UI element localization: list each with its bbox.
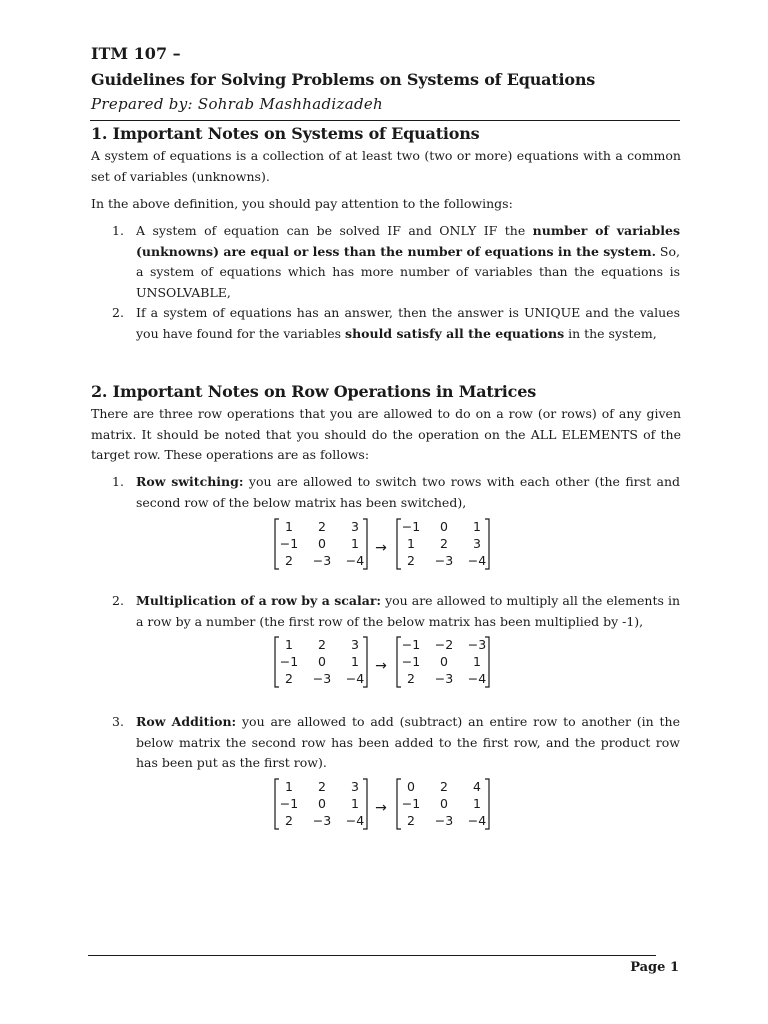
- list-text: [136, 591, 680, 632]
- matrix-cell: 1: [285, 779, 293, 794]
- matrix-cell: −4: [345, 813, 365, 828]
- matrix-cell: −1: [279, 796, 299, 811]
- author-line: Prepared by: Sohrab Mashhadizadeh: [91, 95, 383, 113]
- matrix-svg: [273, 518, 503, 570]
- matrix-cell: −1: [279, 536, 299, 551]
- section-1-intro: A system of equations is a collection of at least two (two or more) equations with a common set of variables (unknowns).: [91, 148, 681, 184]
- matrix-cell: 0: [440, 796, 448, 811]
- matrix-cell: 0: [318, 654, 326, 669]
- matrix-cell: −1: [401, 637, 421, 652]
- left-bracket: [397, 519, 401, 569]
- matrix-cell: 0: [318, 536, 326, 551]
- left-bracket: [275, 519, 279, 569]
- list-text: [136, 303, 680, 344]
- matrix-cell: 1: [285, 519, 293, 534]
- section-2-intro: There are three row operations that you are allowed to do on a row (or rows) of any given matrix. It should be noted that you should do the operation on the ALL ELEMENTS of the target row. These operations are as follows:: [91, 406, 681, 462]
- matrix-cell: 3: [351, 779, 359, 794]
- text-run: A system of equation can be solved IF and ONLY IF the: [136, 223, 533, 238]
- list-item: [112, 303, 680, 344]
- matrix-right: [397, 779, 489, 829]
- matrix-cell: 2: [407, 553, 415, 568]
- text-run: If a system of equations has an answer, then the answer is UNIQUE and the values you have found for the variables: [136, 305, 680, 341]
- matrix-cell: 3: [473, 536, 481, 551]
- matrix-cell: 1: [473, 654, 481, 669]
- matrix-cell: −4: [467, 553, 487, 568]
- matrix-cell: −3: [434, 553, 454, 568]
- bold-text-run: Row Addition:: [136, 714, 237, 729]
- matrix-cell: 2: [407, 671, 415, 686]
- matrix-left: [275, 519, 367, 569]
- document-title: Guidelines for Solving Problems on Systems of Equations: [91, 70, 596, 89]
- matrix-cell: 1: [407, 536, 415, 551]
- matrix-cell: 3: [351, 637, 359, 652]
- list-number: 1.: [112, 474, 124, 489]
- footer-rule: [88, 955, 656, 956]
- matrix-cell: −4: [345, 671, 365, 686]
- matrix-cell: 1: [351, 654, 359, 669]
- matrix-cell: 2: [318, 519, 326, 534]
- section-1-lead: In the above definition, you should pay attention to the followings:: [91, 196, 513, 211]
- matrix-cell: −3: [434, 813, 454, 828]
- header-rule: [90, 120, 680, 121]
- matrix-cell: 0: [407, 779, 415, 794]
- matrix-cell: 0: [440, 654, 448, 669]
- matrix-cell: −4: [467, 813, 487, 828]
- bold-text-run: Multiplication of a row by a scalar:: [136, 593, 382, 608]
- matrix-svg: [273, 778, 503, 830]
- section-1-heading: 1. Important Notes on Systems of Equations: [91, 124, 480, 143]
- matrix-cell: 1: [473, 519, 481, 534]
- matrix-cell: 0: [318, 796, 326, 811]
- course-code: ITM 107 –: [91, 44, 181, 63]
- matrix-cell: 2: [407, 813, 415, 828]
- matrix-cell: 2: [318, 779, 326, 794]
- matrix-cell: −1: [401, 796, 421, 811]
- matrix-equation: [273, 636, 503, 688]
- text-run: you are allowed to add (subtract) an entire row to another (in the below matrix the second row has been added to the first row, and the product row has been put as the first row).: [136, 714, 680, 770]
- text-run: you are allowed to multiply all the elements in a row by a number (the first row of the below matrix has been multiplied by -1),: [136, 593, 680, 629]
- bold-text-run: should satisfy all the equations: [345, 325, 565, 341]
- matrix-cell: −3: [312, 553, 332, 568]
- list-number: 3.: [112, 714, 124, 729]
- list-text: [136, 712, 680, 774]
- text-run: you are allowed to switch two rows with each other (the first and second row of the below matrix has been switched),: [136, 474, 680, 510]
- matrix-cell: 1: [351, 536, 359, 551]
- matrix-left: [275, 637, 367, 687]
- matrix-cell: 2: [285, 813, 293, 828]
- matrix-equation: [273, 778, 503, 830]
- matrix-cell: 2: [440, 536, 448, 551]
- list-item: [112, 221, 680, 303]
- matrix-cell: 2: [440, 779, 448, 794]
- matrix-equation: [273, 518, 503, 570]
- section-2-heading: 2. Important Notes on Row Operations in Matrices: [91, 382, 537, 401]
- matrix-svg: [273, 636, 503, 688]
- matrix-cell: 4: [473, 779, 481, 794]
- matrix-right: [397, 637, 489, 687]
- bold-text-run: Row switching:: [136, 474, 244, 489]
- matrix-cell: 1: [351, 796, 359, 811]
- matrix-cell: 2: [285, 553, 293, 568]
- matrix-cell: 1: [473, 796, 481, 811]
- list-item: [112, 472, 680, 513]
- arrow-icon: →: [375, 800, 387, 816]
- matrix-cell: 3: [351, 519, 359, 534]
- list-number: 1.: [112, 223, 124, 238]
- matrix-cell: −3: [434, 671, 454, 686]
- matrix-cell: −1: [279, 654, 299, 669]
- matrix-cell: −2: [434, 637, 454, 652]
- list-number: 2.: [112, 593, 124, 608]
- left-bracket: [275, 637, 279, 687]
- list-text: [136, 472, 680, 513]
- list-text: [136, 221, 680, 303]
- matrix-cell: −1: [401, 654, 421, 669]
- matrix-cell: 0: [440, 519, 448, 534]
- matrix-left: [275, 779, 367, 829]
- page-number: Page 1: [630, 960, 679, 975]
- left-bracket: [275, 779, 279, 829]
- matrix-cell: 1: [285, 637, 293, 652]
- text-run: So, a system of equations which has more number of variables than the equations is UNSOLVABLE,: [136, 243, 680, 300]
- matrix-cell: −3: [312, 671, 332, 686]
- matrix-cell: −3: [312, 813, 332, 828]
- left-bracket: [397, 779, 401, 829]
- matrix-cell: −4: [345, 553, 365, 568]
- matrix-cell: 2: [318, 637, 326, 652]
- list-number: 2.: [112, 305, 124, 320]
- matrix-cell: −1: [401, 519, 421, 534]
- left-bracket: [397, 637, 401, 687]
- arrow-icon: →: [375, 658, 387, 674]
- list-item: [112, 712, 680, 774]
- matrix-right: [397, 519, 489, 569]
- text-run: in the system,: [564, 325, 657, 341]
- matrix-cell: −3: [467, 637, 487, 652]
- bold-text-run: number of variables (unknowns) are equal or less than the number of equations in the system.: [136, 223, 680, 259]
- arrow-icon: →: [375, 540, 387, 556]
- matrix-cell: −4: [467, 671, 487, 686]
- list-item: [112, 591, 680, 632]
- matrix-cell: 2: [285, 671, 293, 686]
